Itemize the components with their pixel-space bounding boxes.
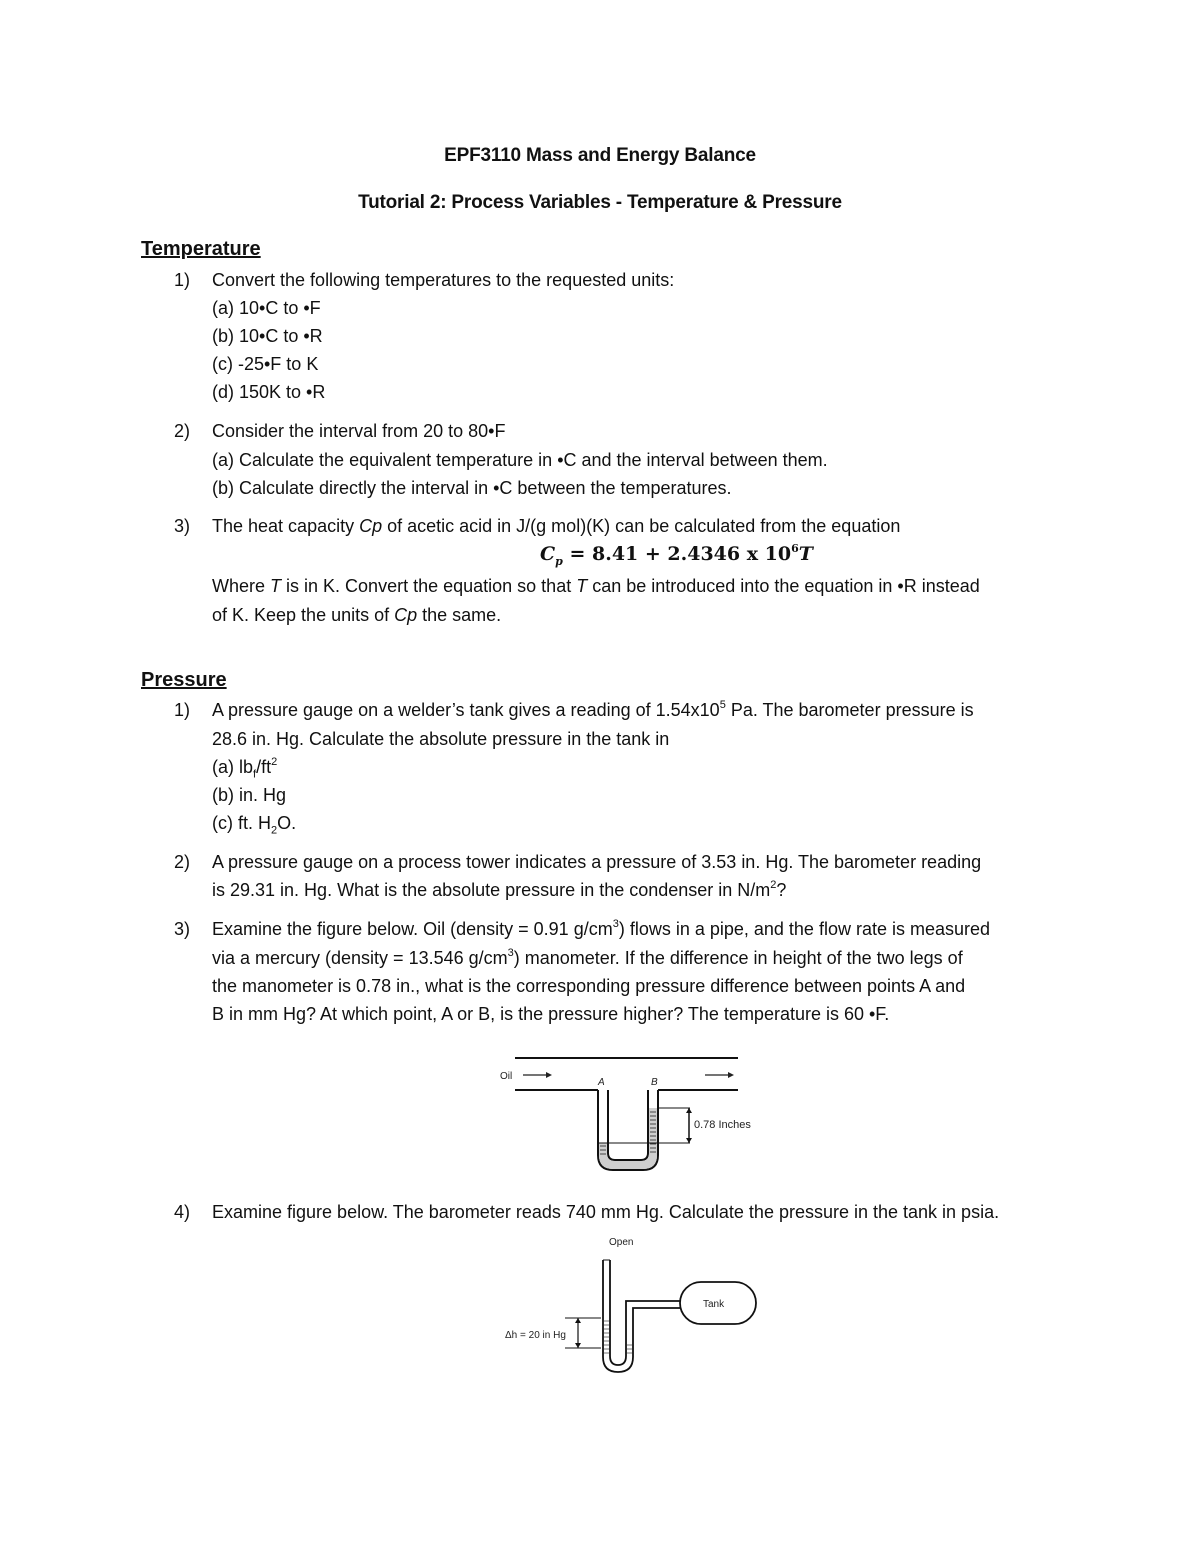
question-text: Examine the figure below. Oil (density = 0.91 $g/cm^3$) flows in a pipe, and the flow rate is measured <box>212 918 991 939</box>
question-text: A pressure gauge on a welder’s tank gives a reading of $1.54x10^5$ Pa. The barometer pressure is <box>212 699 974 720</box>
question-number: 3) <box>174 919 191 939</box>
question-text: Where T is in K. Convert the equation so that T can be introduced into the equation in •R instead <box>212 576 980 596</box>
sub-question: (d) 150K to •R <box>212 382 326 402</box>
sub-question: (b) in. Hg <box>212 785 287 805</box>
sub-question: (a) 10•C to •F <box>212 298 321 318</box>
question-number: 3) <box>174 516 191 536</box>
section-heading-pressure: Pressure <box>141 669 227 691</box>
question-text: 28.6 in. Hg. Calculate the absolute pressure in the tank in <box>212 729 670 749</box>
point-a-label: A <box>598 1077 605 1088</box>
sub-question: (a) $lb_f/ft^2$ <box>212 756 278 781</box>
question-text: of K. Keep the units of Cp the same. <box>212 605 502 625</box>
delta-h-label: Δh = 20 in Hg <box>505 1330 566 1341</box>
question-number: 1) <box>174 700 191 720</box>
tank-manometer-figure <box>495 1232 770 1382</box>
height-difference-label: 0.78 Inches <box>694 1119 751 1131</box>
heat-capacity-equation: $C_p = 8.41 + 2.4346$ x $10^6T$ <box>540 542 813 568</box>
question-text: A pressure gauge on a process tower indicates a pressure of 3.53 in. Hg. The barometer reading <box>212 852 982 872</box>
question-number: 1) <box>174 270 191 290</box>
sub-question: (a) Calculate the equivalent temperature in •C and the interval between them. <box>212 450 828 470</box>
question-text: via a mercury (density = 13.546 $g/cm^3$) manometer. If the difference in height of the two legs of <box>212 947 963 968</box>
sub-question: (b) Calculate directly the interval in •C between the temperatures. <box>212 478 732 498</box>
point-b-label: B <box>651 1077 658 1088</box>
question-text: Examine figure below. The barometer reads 740 mm Hg. Calculate the pressure in the tank in psia. <box>212 1202 1000 1222</box>
tank-label: Tank <box>703 1299 725 1310</box>
question-text: B in mm Hg? At which point, A or B, is the pressure higher? The temperature is 60 •F. <box>212 1004 890 1024</box>
sub-question: (b) 10•C to •R <box>212 326 323 346</box>
question-number: 4) <box>174 1202 191 1222</box>
question-text: the manometer is 0.78 in., what is the corresponding pressure difference between points A and <box>212 976 966 996</box>
section-heading-temperature: Temperature <box>141 238 261 260</box>
question-text: Convert the following temperatures to the requested units: <box>212 270 675 290</box>
manometer-figure <box>490 1050 780 1175</box>
question-number: 2) <box>174 421 191 441</box>
tutorial-title: Tutorial 2: Process Variables - Temperature & Pressure <box>358 192 842 213</box>
sub-question: (c) -25•F to K <box>212 354 319 374</box>
question-text: The heat capacity Cp of acetic acid in J/(g mol)(K) can be calculated from the equation <box>212 516 901 536</box>
open-label: Open <box>609 1237 634 1248</box>
question-number: 2) <box>174 852 191 872</box>
question-text: Consider the interval from 20 to 80•F <box>212 421 506 441</box>
oil-label: Oil <box>500 1071 513 1082</box>
course-title: EPF3110 Mass and Energy Balance <box>444 145 756 166</box>
sub-question: (c) ft. $H_2O$. <box>212 813 297 837</box>
question-text: is 29.31 in. Hg. What is the absolute pressure in the condenser in $N/m^2$? <box>212 879 787 900</box>
